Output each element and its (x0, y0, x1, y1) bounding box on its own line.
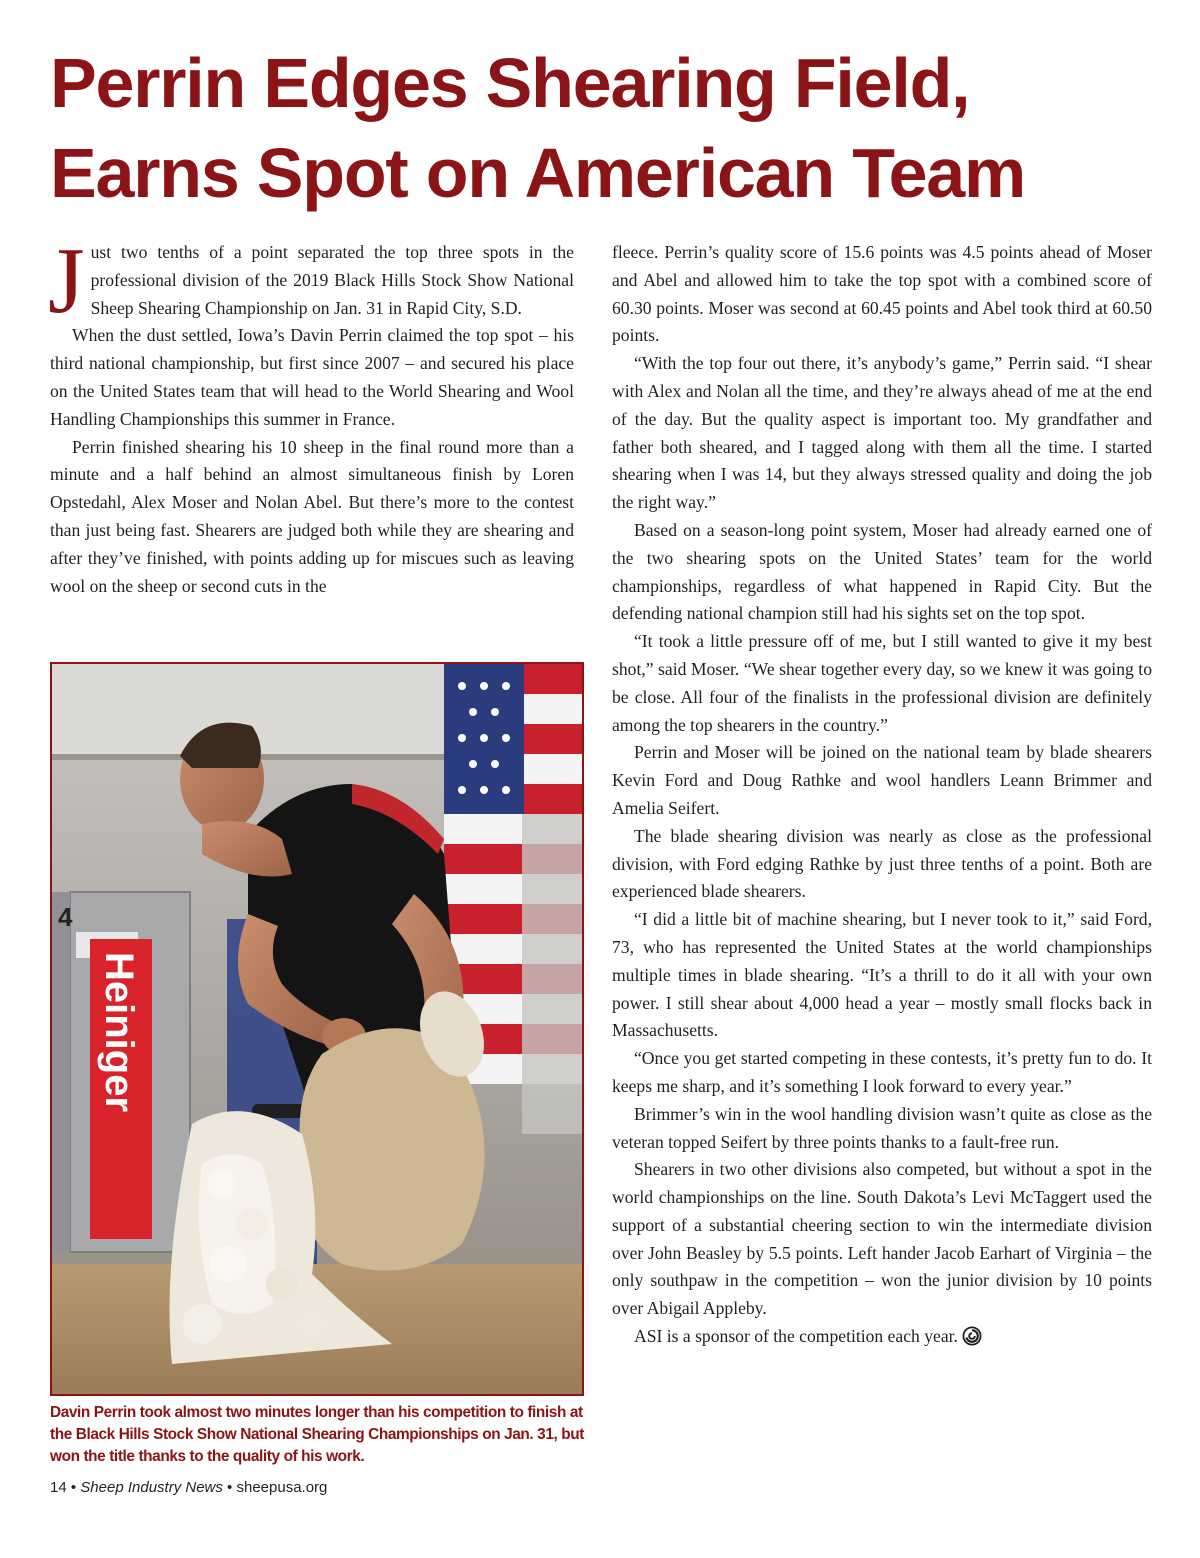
photo-caption: Davin Perrin took almost two minutes longer than his competition to finish at the Black Hills Stock Show National Shearing Championships on Jan. 31, but won the title thanks to the quality of his work. (50, 1404, 584, 1465)
shearing-photo-illustration (52, 664, 582, 1394)
article-paragraph: Shearers in two other divisions also competed, but without a spot in the world championships on the line. South Dakota’s Levi McTaggert used the support of a substantial cheering section to win the intermediate division over John Beasley by 5.5 points. Left hander Jacob Earhart of Virginia – the only southpaw in the competition – won the junior division by 10 points over Abigail Appleby. (612, 1159, 1152, 1319)
closing-text: ASI is a sponsor of the competition each year. (634, 1326, 958, 1347)
article-paragraph: “Once you get started competing in these contests, it’s pretty fun to do. It keeps me sharp, and it’s something I look forward to every year.” (612, 1048, 1152, 1096)
article-paragraph: “It took a little pressure off of me, but I still wanted to give it my best shot,” said Moser. “We shear together every day, so we knew it was going to be close. All four of the finalists in the professional division are definitely among the top shearers in the country.” (612, 631, 1152, 735)
drop-cap: J (48, 229, 85, 333)
article-paragraph: Based on a season-long point system, Moser had already earned one of the two shearing spots on the United States’ team for the world championships, regardless of what happened in Rapid City. But the defending national champion still had his sights set on the top spot. (612, 519, 1152, 624)
pen-number: 4 (58, 902, 73, 932)
article-paragraph: When the dust settled, Iowa’s Davin Perrin claimed the top spot – his third national championship, but first since 2007 – and secured his place on the United States team that will head to the World Shearing and Wool Handling Championships this summer in France. (50, 325, 574, 429)
article-right-column (612, 239, 1152, 1351)
article-paragraph: The blade shearing division was nearly as close as the professional division, with Ford edging Rathke by just three tenths of a point. Both are experienced blade shearers. (612, 825, 1152, 902)
headline-line-2: Earns Spot on American Team (50, 134, 1026, 212)
article-left-column (48, 229, 574, 600)
article-closing-paragraph (612, 1323, 1152, 1351)
footer-bullet: • (227, 1479, 233, 1496)
page-footer (50, 1479, 327, 1496)
banner-text: Heiniger (97, 952, 141, 1113)
lead-text: ust two tenths of a point separated the top three spots in the professional division of the 2019 Black Hills Stock Show National Sheep Shearing Championship on Jan. 31 in Rapid City, S.D. (90, 242, 574, 318)
spiral-end-mark-icon (962, 1326, 982, 1346)
article-paragraph: Perrin finished shearing his 10 sheep in the final round more than a minute and a half behind an almost simultaneous finish by Loren Opstedahl, Alex Moser and Nolan Abel. But there’s more to the contest than just being fast. Shearers are judged both while they are shearing and after they’ve finished, with points adding up for miscues such as leaving wool on the sheep or second cuts in the (50, 436, 574, 596)
article-paragraph-continued: fleece. Perrin’s quality score of 15.6 points was 4.5 points ahead of Moser and Abel and allowed him to take the top spot with a combined score of 60.30 points. Moser was second at 60.45 points and Abel took third at 60.50 points. (612, 242, 1152, 346)
publication-name: Sheep Industry News (80, 1479, 223, 1496)
footer-bullet: • (70, 1479, 77, 1496)
article-paragraph: “I did a little bit of machine shearing, but I never took to it,” said Ford, 73, who has represented the United States at the world championships multiple times in blade shearing. “It’s a thrill to do it all with your own power. I still shear about 4,000 head a year – mostly small flocks back in Massachusetts. (612, 909, 1152, 1041)
article-paragraph: Brimmer’s win in the wool handling division wasn’t quite as close as the veteran topped Seifert by three points thanks to a fault-free run. (612, 1103, 1152, 1152)
article-headline (50, 38, 1170, 218)
article-paragraph-lead (48, 229, 574, 333)
heiniger-banner (90, 939, 152, 1239)
article-paragraph: Perrin and Moser will be joined on the national team by blade shearers Kevin Ford and Doug Rathke and wool handlers Leann Brimmer and Amelia Seifert. (612, 742, 1152, 818)
website-url: sheepusa.org (236, 1479, 328, 1496)
headline-line-1: Perrin Edges Shearing Field, (50, 44, 970, 122)
article-paragraph: “With the top four out there, it’s anybody’s game,” Perrin said. “I shear with Alex and Nolan all the time, and they’re always ahead of me at the end of the day. But the quality aspect is important too. My grandfather and father both sheared, and I tagged along with them all the time. I started shearing when I was 14, but they always stressed quality and doing the job the right way.” (612, 353, 1152, 513)
page-number: 14 (50, 1479, 67, 1496)
article-photo (50, 662, 584, 1396)
